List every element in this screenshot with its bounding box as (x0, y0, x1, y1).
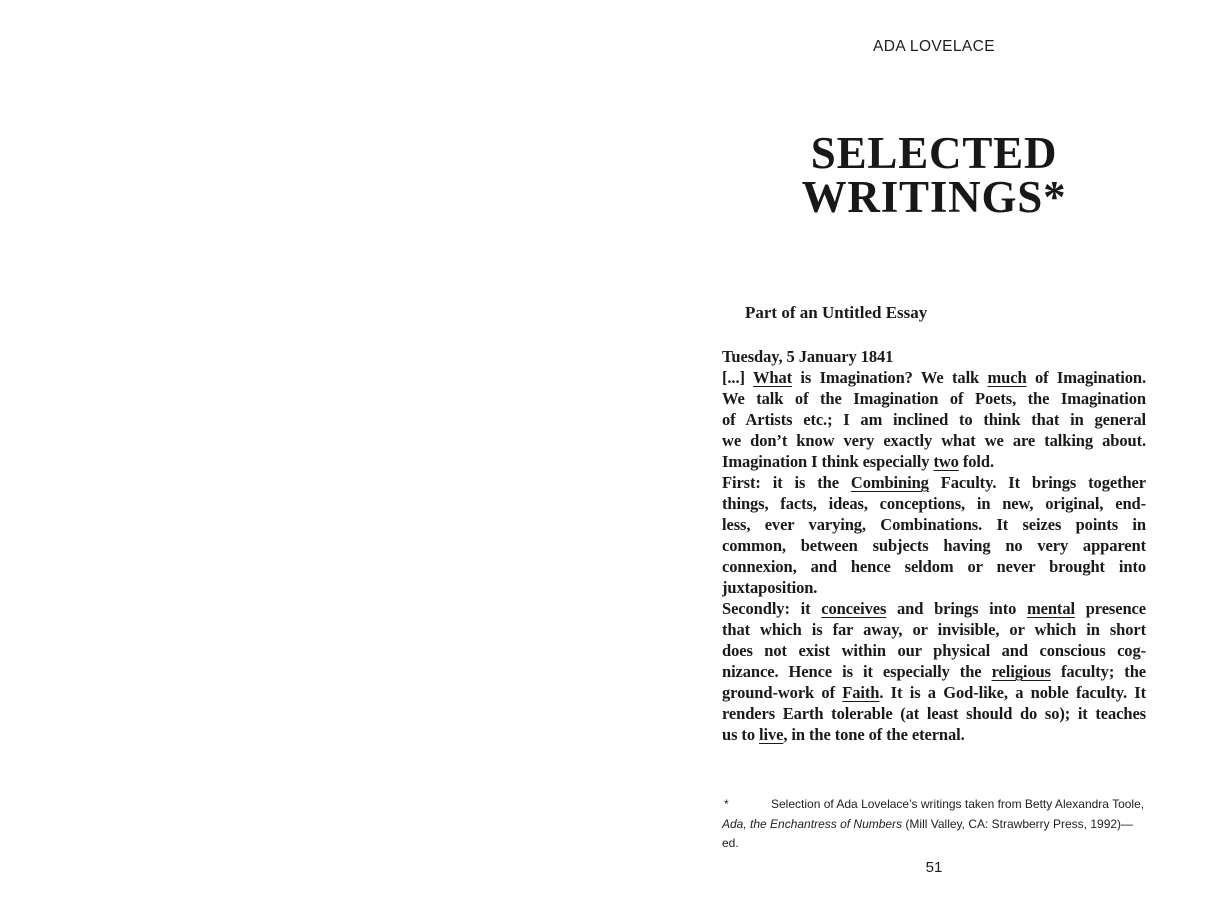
body-text-segment: , in the tone of the eternal. (783, 725, 965, 744)
body-text-segment: does not exist within our physical and conscious cog- (722, 641, 1146, 660)
underlined-word: Faith (842, 683, 880, 702)
underlined-word: religious (991, 662, 1051, 681)
right-page (616, 0, 1232, 912)
footnote (722, 795, 1146, 854)
footnote-line-1 (722, 795, 1146, 815)
body-text-segment: presence (1074, 599, 1146, 618)
underlined-word: Combining (850, 473, 929, 492)
underlined-word: live (759, 725, 784, 744)
body-line (722, 346, 1146, 367)
body-line (722, 619, 1146, 640)
body-text-segment: us to (722, 725, 759, 744)
body-text-segment: things, facts, ideas, conceptions, in new, original, end- (722, 494, 1146, 513)
body-text-segment: nizance. Hence is it especially the (722, 662, 992, 681)
running-header: ADA LOVELACE (873, 38, 995, 55)
footnote-marker: * (724, 797, 729, 811)
body-line (722, 430, 1146, 451)
body-text-segment: faculty; the (1050, 662, 1146, 681)
footnote-line-2 (722, 815, 1146, 854)
body-text-segment: less, ever varying, Combinations. It seizes points in (722, 515, 1146, 534)
footnote-publisher: (Mill Valley, CA: Strawberry Press, 1992)—ed. (722, 816, 1134, 850)
title-line-1: SELECTED (810, 128, 1058, 178)
title-line-2: WRITINGS* (801, 172, 1067, 222)
underlined-word: What (752, 368, 792, 387)
body-line (722, 682, 1146, 703)
body-text-segment: common, between subjects having no very apparent (722, 536, 1146, 555)
body-text-segment: is Imagination? We talk (792, 368, 988, 387)
body-text-segment: juxtaposition. (722, 578, 818, 597)
underlined-word: conceives (821, 599, 887, 618)
body-text-segment: Imagination I think especially (722, 452, 934, 471)
body-text-segment: that which is far away, or invisible, or which in short (722, 620, 1146, 639)
body-text-segment: connexion, and hence seldom or never brought into (722, 557, 1146, 576)
body-line (722, 367, 1146, 388)
body-text-segment: of Artists etc.; I am inclined to think that in general (722, 410, 1146, 429)
body-text-segment: fold. (958, 452, 994, 471)
body-text-segment: We talk of the Imagination of Poets, the Imagination (722, 389, 1146, 408)
body-line (722, 514, 1146, 535)
body-text-segment: Secondly: it (722, 599, 822, 618)
footnote-book-title: Ada, the Enchantress of Numbers (722, 816, 903, 831)
body-text-segment: we don’t know very exactly what we are talking about. (722, 431, 1146, 450)
body-line (722, 556, 1146, 577)
body-text-segment: Tuesday, 5 January 1841 (722, 347, 894, 366)
body-text-segment: ground-work of (722, 683, 843, 702)
body-line (722, 451, 1146, 472)
underlined-word: two (933, 452, 959, 471)
underlined-word: much (987, 368, 1027, 387)
body-line (722, 493, 1146, 514)
body-line (722, 535, 1146, 556)
body-line (722, 598, 1146, 619)
body-text-segment: . It is a God-like, a noble faculty. It (879, 683, 1146, 702)
body-text-segment: renders Earth tolerable (at least should do so); it teaches (722, 704, 1146, 723)
body-line (722, 640, 1146, 661)
body-line (722, 703, 1146, 724)
body-line (722, 388, 1146, 409)
section-heading: Part of an Untitled Essay (745, 303, 928, 322)
body-text-segment: Faculty. It brings together (928, 473, 1146, 492)
page-title (722, 128, 1146, 222)
essay-body (722, 346, 1146, 745)
body-text-segment: and brings into (886, 599, 1027, 618)
body-line (722, 661, 1146, 682)
body-text-segment: [...] (722, 368, 753, 387)
body-line (722, 409, 1146, 430)
underlined-word: mental (1026, 599, 1075, 618)
body-line (722, 472, 1146, 493)
page-number: 51 (925, 859, 943, 876)
body-text-segment: of Imagination. (1026, 368, 1146, 387)
body-line (722, 577, 1146, 598)
footnote-text: Selection of Ada Lovelace’s writings taken from Betty Alexandra Toole, (771, 797, 1145, 811)
body-line (722, 724, 1146, 745)
body-text-segment: First: it is the (722, 473, 851, 492)
